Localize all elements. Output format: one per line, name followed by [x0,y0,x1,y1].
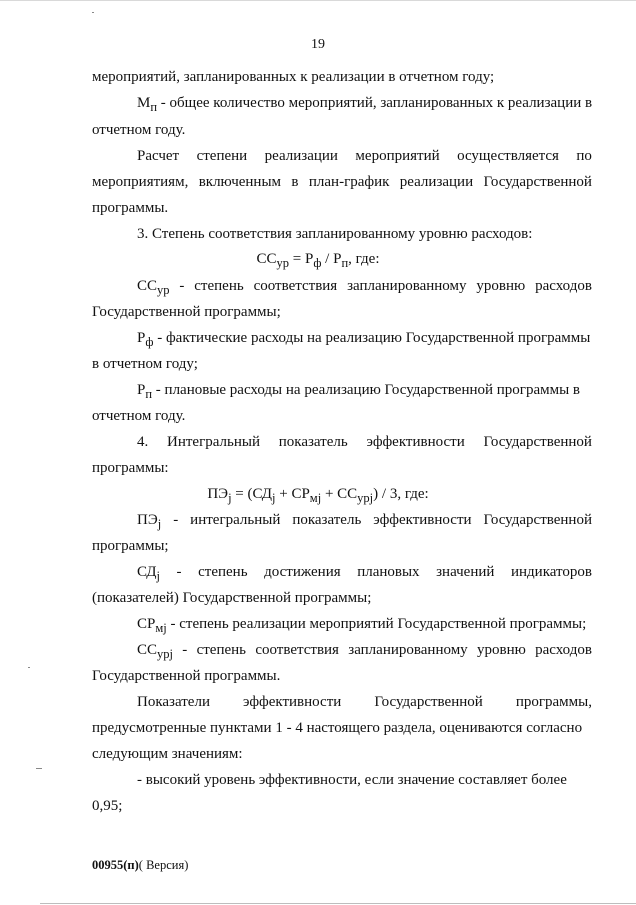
paragraph-line: Расчет степени реализации мероприятий осуществляется по [137,148,592,164]
version-label: ( Версия) [138,858,189,872]
paragraph-line: мероприятий, запланированных к реализации в отчетном году; [92,69,495,85]
paragraph-line: $ПЭ_j$ - интегральный показатель эффективности Государственной [137,512,592,531]
paragraph-line: в отчетном году; [92,356,198,372]
paragraph-line: отчетном году. [92,408,186,424]
section-heading: 4. Интегральный показатель эффективности Государственной [137,434,592,450]
paragraph-line: Показатели эффективности Государственной программы, [137,694,592,710]
paragraph-line: следующим значениям: [92,746,243,762]
paragraph-line: мероприятиям, включенным в план-график реализации Государственной [92,174,592,190]
paragraph-line: $СР_{мj}$ - степень реализации мероприятий Государственной программы; [137,616,587,635]
bottom-edge-line [40,903,636,904]
formula-pe: $ПЭ_j = (СД_j + СР_{мj} + СС_{урj}) / 3$, где: [207,486,429,505]
paragraph-line: - высокий уровень эффективности, если значение составляет более [137,772,567,788]
scan-speck [36,768,42,769]
section-heading: 3. Степень соответствия запланированному уровню расходов: [137,226,533,242]
paragraph-line: $Р_ф$ - фактические расходы на реализацию Государственной программы [137,330,591,349]
paragraph-line: $СС_{урj}$ - степень соответствия запланированному уровню расходов [137,642,592,661]
paragraph-line: $СС_{ур}$ - степень соответствия запланированному уровню расходов [137,278,592,297]
page-number: 19 [311,37,325,52]
paragraph-line: предусмотренные пунктами 1 - 4 настоящего раздела, оцениваются согласно [92,720,583,736]
paragraph-line: $СД_j$ - степень достижения плановых значений индикаторов [137,564,592,583]
paragraph-line: 0,95; [92,798,123,814]
paragraph-line: (показателей) Государственной программы; [92,590,372,606]
paragraph-line: программы: [92,460,169,476]
paragraph-line: Государственной программы. [92,668,281,684]
top-edge-line [0,0,636,1]
paragraph-line: программы. [92,200,169,216]
paragraph-line: отчетном году. [92,122,186,138]
document-code: 00955(п) [92,858,139,872]
paragraph-line: Государственной программы; [92,304,281,320]
scan-speck [28,667,30,668]
paragraph-line: программы; [92,538,169,554]
scan-speck [92,12,94,13]
document-footer [92,858,188,873]
formula-ss: $СС_{ур} = Р_ф / Р_п$, где: [256,251,380,270]
paragraph-line: $М_п$ - общее количество мероприятий, запланированных к реализации в [137,95,593,114]
paragraph-line: $Р_п$ - плановые расходы на реализацию Государственной программы в [137,382,581,401]
